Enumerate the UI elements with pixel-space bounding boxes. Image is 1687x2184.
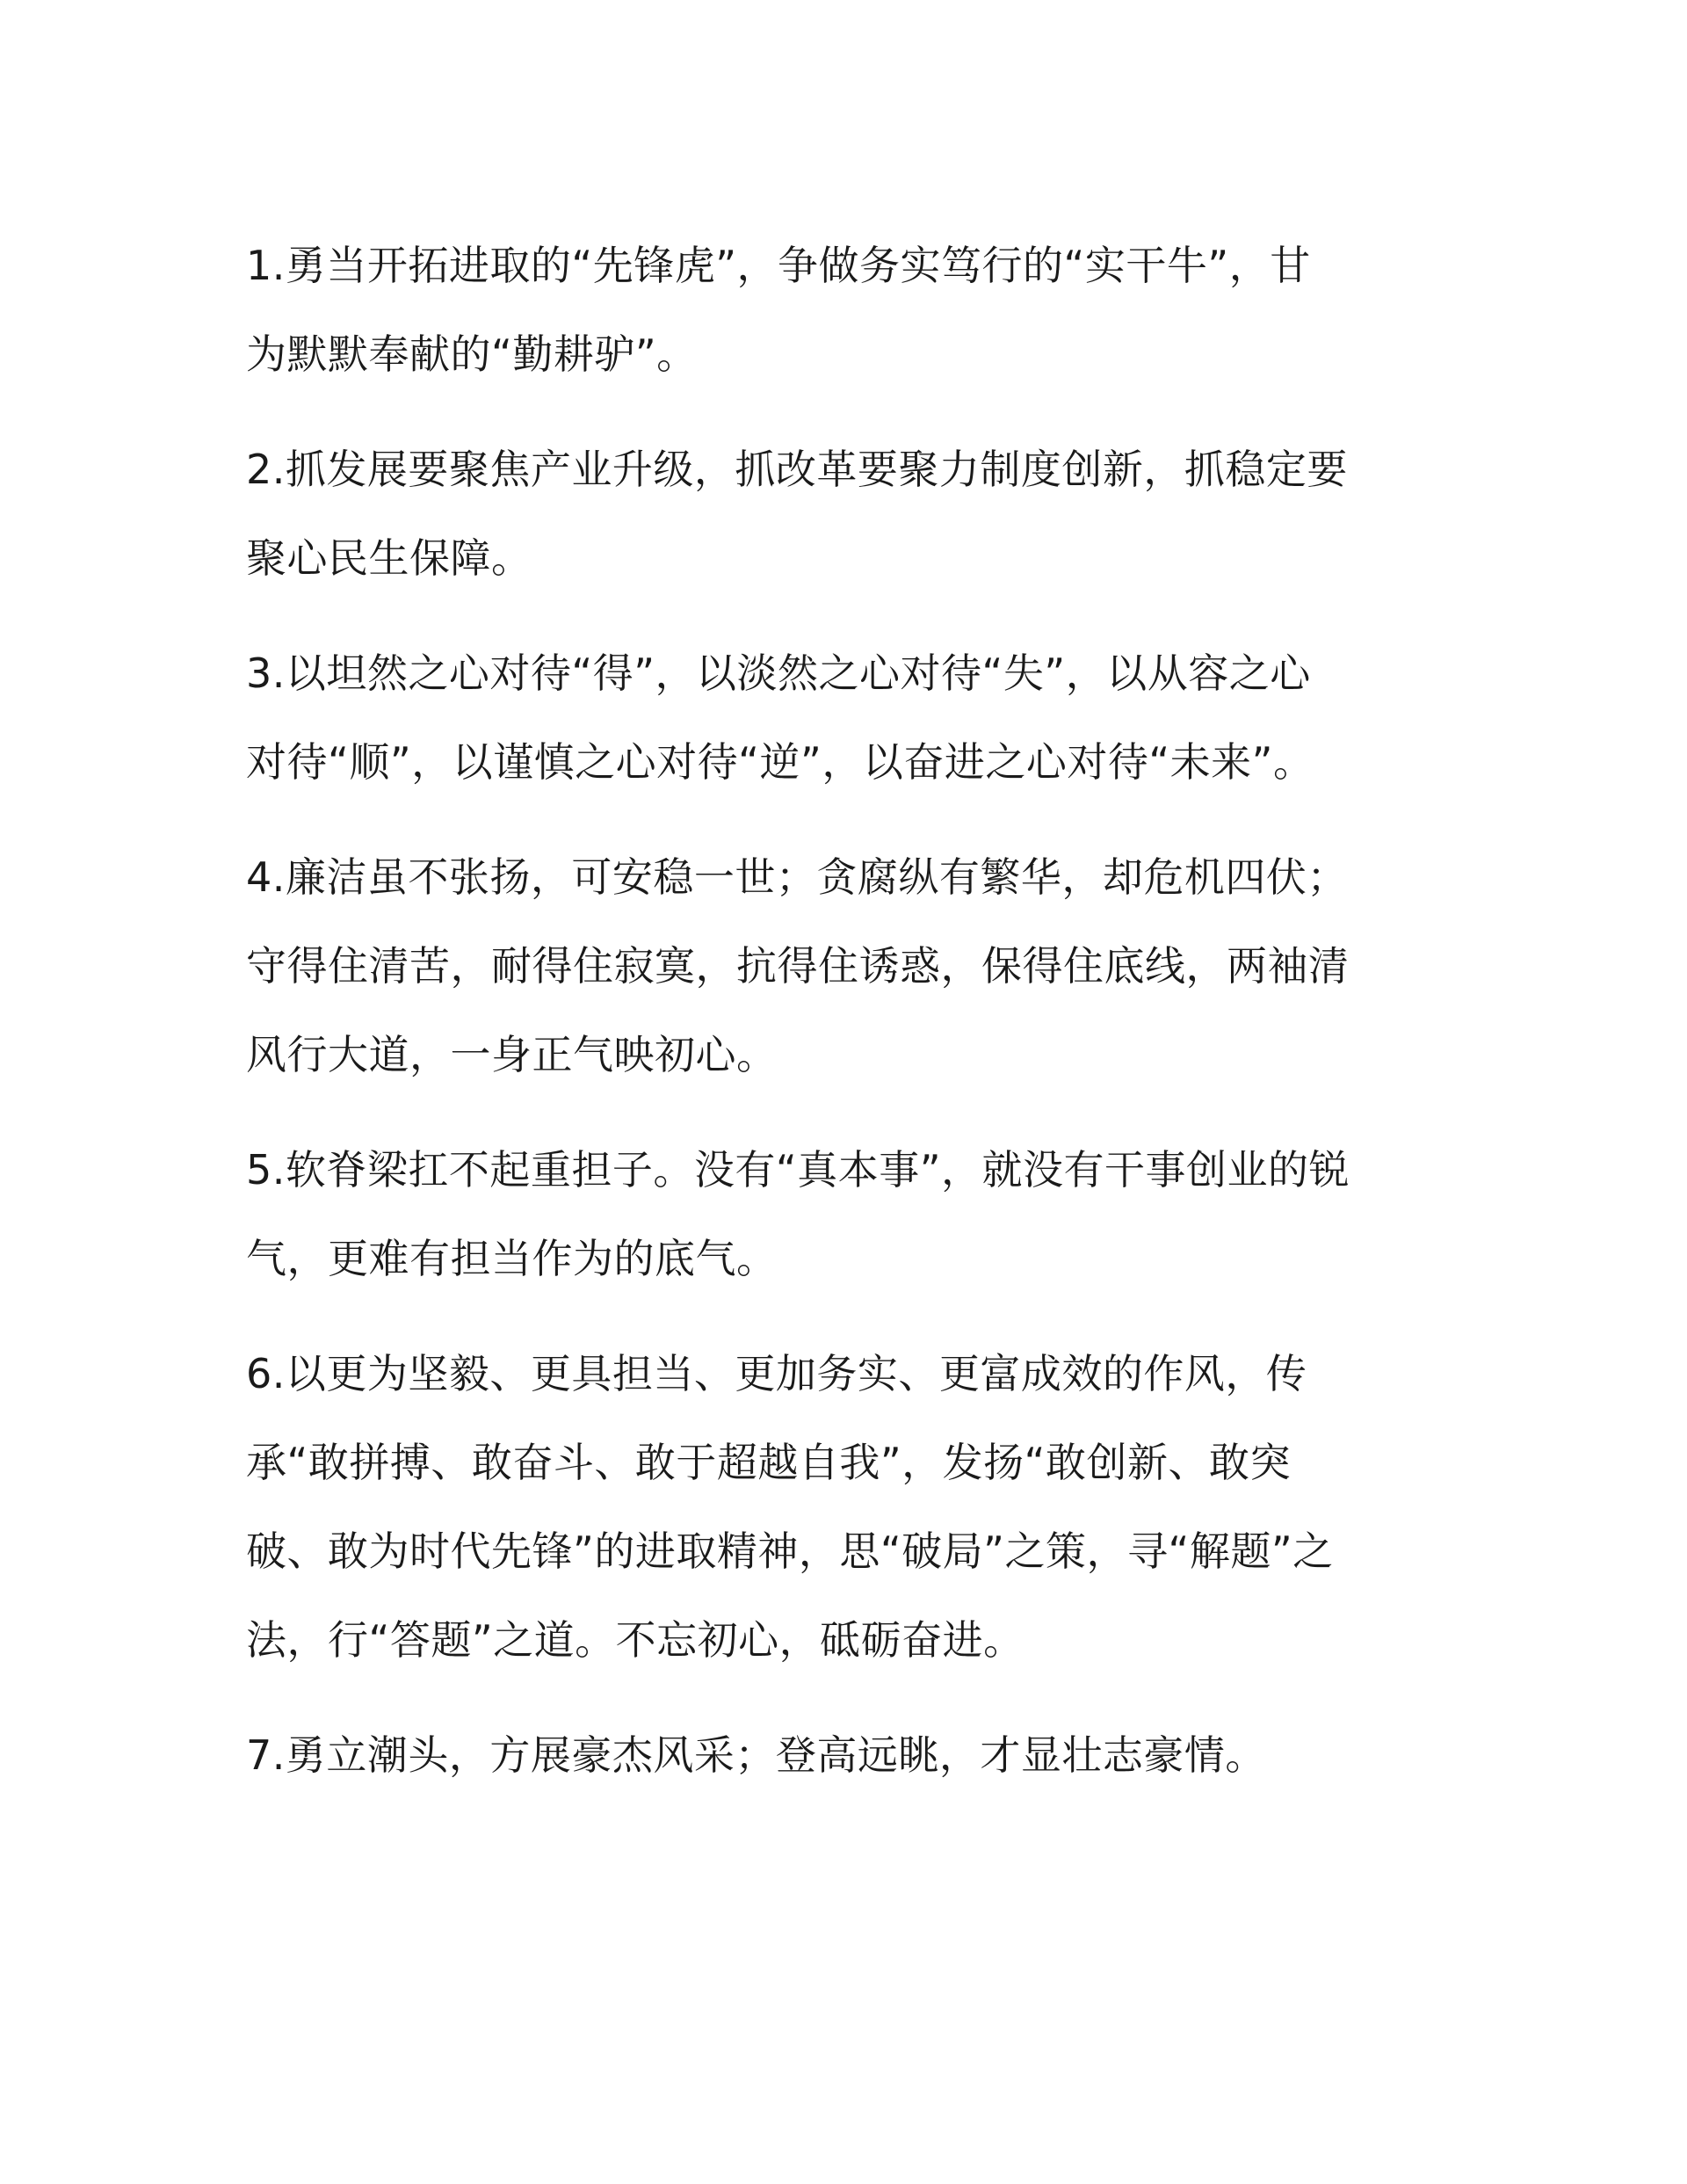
paragraph-5 — [246, 1126, 1459, 1303]
paragraph-line: 为默默奉献的“勤耕驴”。 — [246, 330, 698, 378]
paragraph-line: 3.以坦然之心对待“得”，以淡然之心对待“失”，以从容之心 — [246, 649, 1311, 697]
paragraph-7 — [246, 1711, 1459, 1800]
paragraph-line: 承“敢拼搏、敢奋斗、敢于超越自我”，发扬“敢创新、敢突 — [246, 1439, 1291, 1486]
paragraph-4 — [246, 833, 1459, 1099]
paragraph-line: 法，行“答题”之道。不忘初心，砥砺奋进。 — [246, 1616, 1025, 1664]
paragraph-line: 风行大道，一身正气映初心。 — [246, 1031, 778, 1078]
paragraph-1 — [246, 221, 1459, 399]
paragraph-6 — [246, 1330, 1459, 1685]
paragraph-line: 守得住清苦，耐得住寂寞，抗得住诱惑，保得住底线，两袖清 — [246, 942, 1350, 990]
paragraph-line: 气，更难有担当作为的底气。 — [246, 1235, 778, 1282]
paragraph-3 — [246, 629, 1459, 807]
paragraph-line: 6.以更为坚毅、更具担当、更加务实、更富成效的作风，传 — [246, 1350, 1307, 1397]
paragraph-line: 破、敢为时代先锋”的进取精神，思“破局”之策，寻“解题”之 — [246, 1527, 1334, 1575]
paragraph-line: 5.软脊梁扛不起重担子。没有“真本事”，就没有干事创业的锐 — [246, 1146, 1350, 1194]
paragraph-2 — [246, 425, 1459, 603]
document-body — [246, 221, 1459, 1826]
paragraph-line: 对待“顺”，以谨慎之心对待“逆”，以奋进之心对待“未来”。 — [246, 738, 1314, 786]
paragraph-line: 1.勇当开拓进取的“先锋虎”，争做务实笃行的“实干牛”，甘 — [246, 242, 1311, 289]
paragraph-line: 聚心民生保障。 — [246, 534, 532, 582]
paragraph-line: 4.廉洁虽不张扬，可安稳一世；贪腐纵有繁华，却危机四伏； — [246, 853, 1348, 901]
paragraph-line: 7.勇立潮头，方展豪杰风采；登高远眺，才显壮志豪情。 — [246, 1731, 1266, 1779]
paragraph-line: 2.抓发展要聚焦产业升级，抓改革要聚力制度创新，抓稳定要 — [246, 446, 1348, 493]
